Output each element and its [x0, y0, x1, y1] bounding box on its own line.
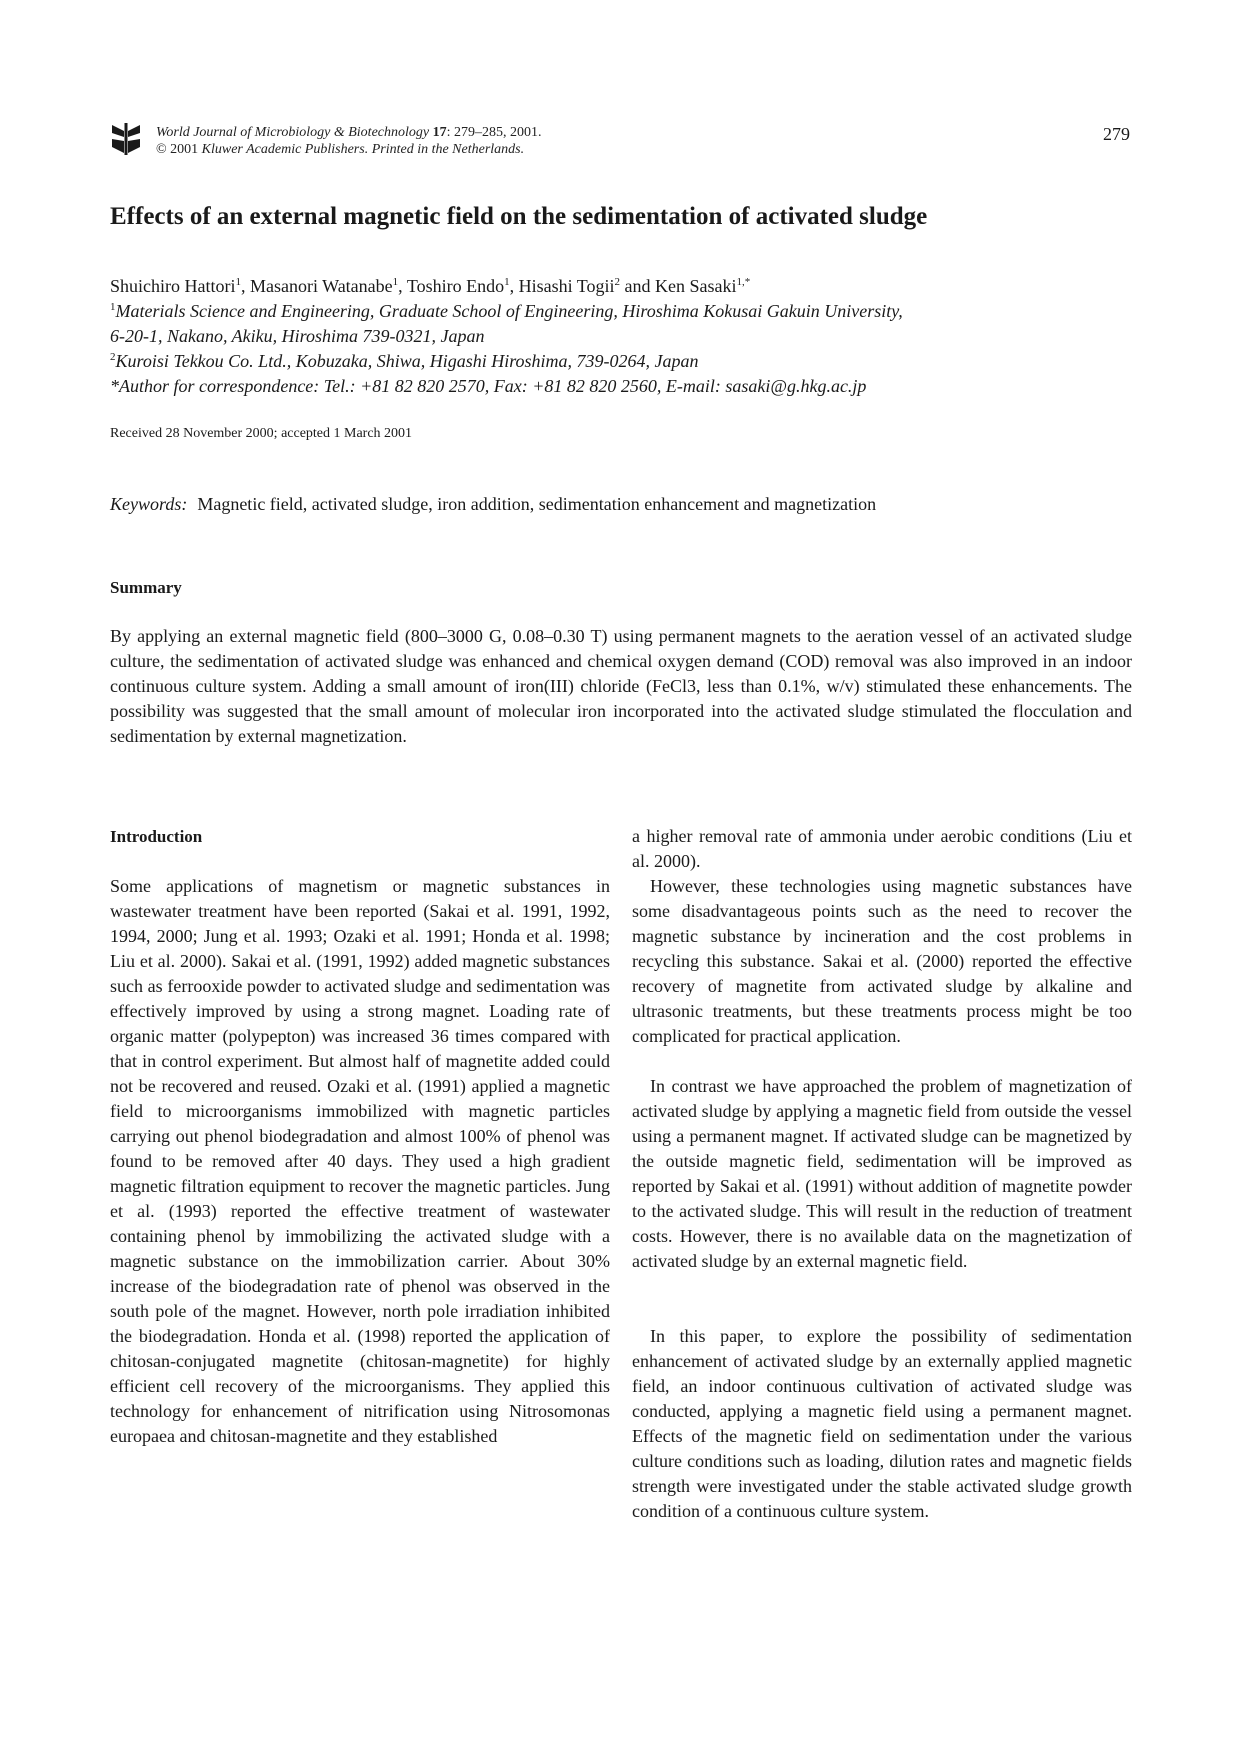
introduction-heading: Introduction — [110, 827, 203, 846]
journal-pages-year: : 279–285, 2001. — [446, 125, 542, 140]
author-name: , Hisashi Togii — [509, 276, 615, 296]
keywords-line — [110, 494, 876, 515]
affiliation-2-text: Kuroisi Tekkou Co. Ltd., Kobuzaka, Shiwa, Higashi Hiroshima, 739-0264, Japan — [115, 351, 699, 371]
journal-header — [156, 124, 542, 158]
affiliation-1-line-2: 6-20-1, Nakano, Akiku, Hiroshima 739-0321, Japan — [110, 326, 485, 346]
affiliation-marker: 1,* — [736, 276, 751, 288]
affiliation-marker: 1 — [504, 276, 510, 288]
affiliation-marker: 1 — [235, 276, 241, 288]
copyright-year: 2001 — [166, 142, 202, 157]
affiliation-marker: 1 — [110, 301, 116, 313]
journal-name: World Journal of Microbiology & Biotechnology — [156, 125, 430, 140]
keywords-label: Keywords: — [110, 494, 188, 514]
affiliation-marker: 2 — [614, 276, 620, 288]
affiliation-marker: 1 — [392, 276, 399, 288]
received-date: Received 28 November 2000; accepted 1 March 2001 — [110, 426, 413, 441]
publisher-logo-icon — [110, 121, 142, 157]
copyright-line — [156, 141, 542, 158]
copyright-symbol: © — [156, 142, 167, 157]
author-name: , Masanori Watanabe — [240, 276, 393, 296]
intro-left-paragraph: Some applications of magnetism or magnetic substances in wastewater treatment have been reported (Sakai et al. 1991, 1992, 1994, 2000; Jung et al. 1993; Ozaki et al. 1991; Honda et al. 1998; Liu et al. 2000). Sakai et al. (1991, 1992) added magnetic substances such as ferrooxide powder to activated sludge and sedimentation was effectively improved by using a strong magnet. Loading rate of organic matter (polypepton) was increased 36 times compared with that in control experiment. But almost half of magnetite added could not be recovered and reused. Ozaki et al. (1991) applied a magnetic field to microorganisms immobilized with magnetic particles carrying out phenol biodegradation and almost 100% of phenol was found to be removed after 40 days. They used a high gradient magnetic filtration equipment to recover the magnetic particles. Jung et al. (1993) reported the effective treatment of wastewater containing phenol by immobilizing the activated sludge with a magnetic substance on the immobilization carrier. About 30% increase of the biodegradation rate of phenol was observed in the south pole of the magnet. However, north pole irradiation inhibited the biodegradation. Honda et al. (1998) reported the application of chitosan-conjugated magnetite (chitosan-magnetite) for highly efficient cell recovery of the microorganisms. They applied this technology for enhancement of nitrification using Nitrosomonas europaea and chitosan-magnetite and they established — [110, 876, 610, 1446]
affiliation-1 — [110, 301, 903, 322]
intro-right-paragraph-3: In contrast we have approached the problem of magnetization of activated sludge by applying a magnetic field from outside the vessel using a permanent magnet. If activated sludge can be magnetized by the outside magnetic field, sedimentation will be improved as reported by Sakai et al. (1991) without addition of magnetite powder to the activated sludge. This will result in the reduction of treatment costs. However, there is no available data on the magnetization of activated sludge by an external magnetic field. — [632, 1076, 1132, 1271]
paper-title: Effects of an external magnetic field on the sedimentation of activated sludge — [110, 203, 928, 230]
author-name: Shuichiro Hattori — [110, 276, 236, 296]
intro-right-paragraph-2: However, these technologies using magnetic substances have some disadvantageous points such as the need to recover the magnetic substance by incineration and the cost problems in recycling this substance. Sakai et al. (2000) reported the effective recovery of magnetite from activated sludge by alkaline and ultrasonic treatments, but these treatments process might be too complicated for practical application. — [632, 876, 1132, 1046]
journal-citation — [156, 124, 542, 141]
intro-right-paragraph-4: In this paper, to explore the possibility of sedimentation enhancement of activated sludge by an externally applied magnetic field, an indoor continuous cultivation of activated sludge was conducted, applying a magnetic field using a permanent magnet. Effects of the magnetic field on sedimentation under the various culture conditions such as loading, dilution rates and magnetic fields strength were investigated under the stable activated sludge growth condition of a continuous culture system. — [632, 1326, 1132, 1521]
intro-right-paragraph-1: a higher removal rate of ammonia under aerobic conditions (Liu et al. 2000). — [632, 826, 1132, 871]
summary-heading: Summary — [110, 578, 182, 597]
affiliation-1-line-1: Materials Science and Engineering, Graduate School of Engineering, Hiroshima Kokusai Gakuin University, — [115, 301, 903, 321]
keywords-text: Magnetic field, activated sludge, iron addition, sedimentation enhancement and magnetization — [197, 494, 877, 514]
journal-volume: 17 — [432, 125, 447, 140]
author-list — [110, 276, 750, 297]
author-name: and Ken Sasaki — [620, 276, 737, 296]
summary-paragraph: By applying an external magnetic field (800–3000 G, 0.08–0.30 T) using permanent magnets to the aeration vessel of an activated sludge culture, the sedimentation of activated sludge was enhanced and chemical oxygen demand (COD) removal was also improved in an indoor continuous culture system. Adding a small amount of iron(III) chloride (FeCl3, less than 0.1%, w/v) stimulated these enhancements. The possibility was suggested that the small amount of molecular iron incorporated into the activated sludge stimulated the flocculation and sedimentation by external magnetization. — [110, 626, 1132, 746]
affiliation-2 — [110, 351, 699, 372]
correspondence-line: *Author for correspondence: Tel.: +81 82 820 2570, Fax: +81 82 820 2560, E-mail: sasaki@g.hkg.ac.jp — [110, 376, 867, 396]
publisher-name: Kluwer Academic Publishers. Printed in the Netherlands. — [201, 142, 525, 157]
author-name: , Toshiro Endo — [398, 276, 505, 296]
affiliation-marker: 2 — [110, 351, 116, 363]
page-number: 279 — [1103, 124, 1130, 144]
